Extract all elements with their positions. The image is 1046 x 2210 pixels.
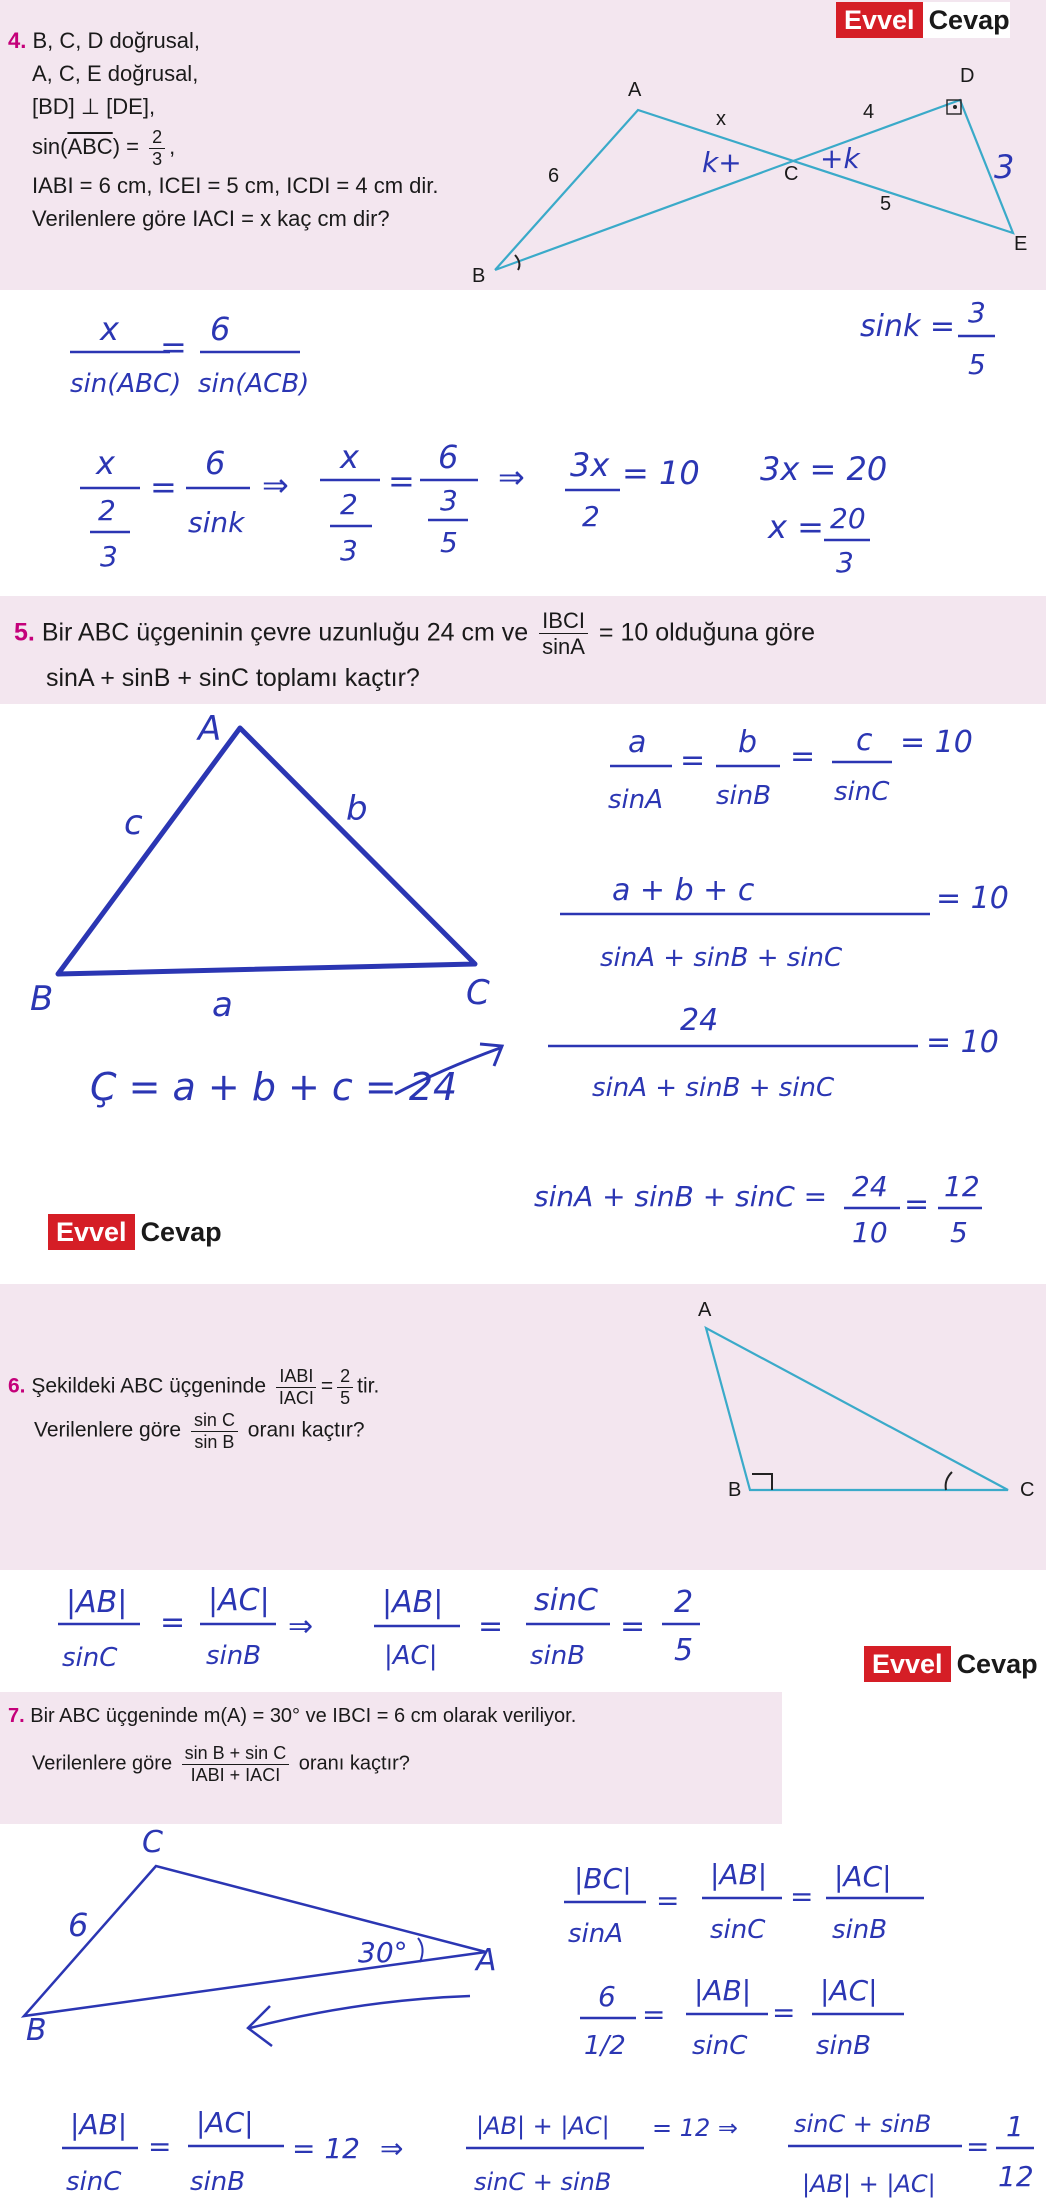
svg-text:x: x (100, 310, 119, 348)
svg-text:sinB: sinB (190, 2167, 246, 2197)
question-number: 5. (14, 618, 35, 647)
svg-text:B: B (30, 979, 54, 1019)
svg-text:|AB|: |AB| (382, 1585, 444, 1620)
svg-text:a: a (212, 985, 233, 1025)
vertex-label-a: A (628, 79, 642, 101)
svg-text:sinC: sinC (62, 1643, 118, 1673)
svg-text:6: 6 (210, 310, 231, 348)
svg-text:sinC: sinC (834, 777, 890, 807)
svg-text:sinC: sinC (710, 1915, 766, 1945)
svg-text:sin(ACB): sin(ACB) (198, 369, 310, 399)
svg-text:x: x (340, 438, 359, 476)
given-line: B, C, D doğrusal, (32, 28, 200, 53)
question-6-text: 6. Şekildeki ABC üçgeninde $\frac{\text{IABI}}{\text{IACI}}$ = $\frac{2}{5}$ tir. Verilenlere göre $\frac{\text{sin C}}{\text{sin B}}$ oranı kaçtır? (8, 1366, 380, 1453)
svg-text:C: C (466, 973, 490, 1013)
svg-text:5: 5 (674, 1633, 694, 1668)
svg-text:=: = (790, 739, 816, 774)
svg-text:C: C (1020, 1479, 1035, 1501)
svg-text:A: A (476, 1943, 497, 1978)
svg-text:a: a (628, 725, 647, 760)
given-line: [BD] ⊥ [DE], (32, 94, 156, 119)
svg-text:|AB| + |AC|: |AB| + |AC| (802, 2170, 936, 2198)
svg-text:= 10: = 10 (622, 454, 700, 492)
svg-text:sin(ABC): sin(ABC) (70, 369, 182, 399)
vertex-label-c: C (784, 163, 799, 185)
question-number: 7. (8, 1705, 25, 1727)
logo-evvel: Evvel (836, 2, 923, 38)
perimeter-equation: Ç = a + b + c = 24 (90, 1065, 458, 1109)
svg-text:x: x (96, 444, 115, 482)
fraction: $\frac{\text{sin B + sin C}}{\text{IABI + IACI}}$ (182, 1743, 290, 1785)
svg-text:10: 10 (852, 1216, 888, 1249)
svg-text:=: = (966, 2130, 990, 2163)
svg-text:2: 2 (98, 494, 116, 527)
svg-text:= 10: = 10 (900, 725, 973, 760)
svg-text:3: 3 (340, 534, 358, 567)
sine-given: $\sin(\overline{ABC})$ = $\frac{2}{3}$ , (32, 127, 176, 169)
svg-text:24: 24 (680, 1003, 719, 1038)
svg-text:3: 3 (440, 484, 458, 517)
svg-text:12: 12 (944, 1170, 980, 1203)
svg-text:⇒: ⇒ (262, 466, 289, 504)
vertex-label-d: D (960, 65, 975, 87)
svg-text:=: = (642, 1998, 666, 2031)
svg-text:=: = (160, 328, 187, 366)
logo-cevap: Cevap (956, 1648, 1038, 1679)
svg-text:3: 3 (100, 540, 118, 573)
svg-text:=: = (150, 468, 177, 506)
svg-text:|BC|: |BC| (574, 1862, 632, 1895)
svg-text:=: = (478, 1609, 504, 1644)
svg-text:=: = (790, 1880, 814, 1913)
svg-text:c: c (124, 803, 143, 843)
question-prompt: Verilenlere göre IACI = x kaç cm dir? (32, 206, 390, 232)
fraction: $\frac{\text{IABI}}{\text{IACI}}$ (276, 1366, 317, 1408)
vertex-label-b: B (472, 265, 486, 287)
svg-text:20: 20 (830, 502, 866, 535)
fraction: $\frac{\text{sin C}}{\text{sin B}}$ (191, 1410, 238, 1452)
svg-text:=: = (772, 1996, 796, 2029)
svg-text:|AC|: |AC| (208, 1583, 270, 1618)
given-line: A, C, E doğrusal, (32, 61, 199, 86)
svg-text:|AB|: |AB| (70, 2108, 128, 2141)
svg-text:sinB: sinB (816, 2031, 872, 2061)
svg-text:sinA: sinA (608, 785, 664, 815)
svg-text:=: = (160, 1605, 186, 1640)
svg-text:|AC|: |AC| (384, 1641, 438, 1671)
svg-text:6: 6 (598, 1980, 616, 2013)
svg-text:1/2: 1/2 (584, 2031, 626, 2061)
svg-text:sinB: sinB (530, 1641, 586, 1671)
svg-text:|AC|: |AC| (820, 1974, 878, 2007)
svg-text:b: b (346, 789, 368, 829)
svg-text:sinA + sinB + sinC: sinA + sinB + sinC (600, 943, 843, 973)
svg-text:⇒: ⇒ (288, 1609, 314, 1644)
svg-text:sinB: sinB (206, 1641, 262, 1671)
svg-text:= 12: = 12 (292, 2132, 360, 2165)
svg-text:5: 5 (440, 526, 458, 559)
svg-text:B: B (26, 2013, 47, 2048)
svg-text:3x = 20: 3x = 20 (760, 450, 888, 488)
hw-side-3: 3 (994, 148, 1015, 186)
question-number: 6. (8, 1374, 26, 1398)
svg-text:x =: x = (768, 508, 824, 546)
svg-text:6: 6 (68, 1906, 89, 1944)
svg-text:2: 2 (674, 1585, 694, 1620)
svg-text:5: 5 (968, 348, 986, 381)
svg-text:= 10: = 10 (936, 881, 1009, 916)
svg-text:B: B (728, 1479, 742, 1501)
fraction: $\frac{\text{IBCI}}{\sin A}$ (539, 608, 588, 660)
svg-text:30°: 30° (358, 1936, 408, 1969)
fraction: $\frac{2}{5}$ (337, 1366, 353, 1408)
svg-text:= 10: = 10 (926, 1025, 999, 1060)
question-5-text: 5. Bir ABC üçgeninin çevre uzunluğu 24 cm ve $\frac{\text{IBCI}}{\sin A}$ = 10 olduğuna göre sinA + sinB + sinC toplamı kaçtır? (14, 608, 815, 696)
svg-text:⇒: ⇒ (498, 458, 525, 496)
svg-text:sinC: sinC (692, 2031, 748, 2061)
svg-text:12: 12 (998, 2160, 1034, 2193)
side-label-x: x (716, 108, 726, 130)
svg-text:sinC: sinC (534, 1583, 598, 1618)
svg-text:A: A (698, 1299, 712, 1321)
svg-text:=: = (148, 2130, 172, 2163)
question-7-text: 7. Bir ABC üçgeninde m(A) = 30° ve IBCI = 6 cm olarak veriliyor. Verilenlere göre $\frac{\text{sin B + sin C}}{\text{IABI + IACI}}$ oranı kaçtır? (8, 1705, 577, 1785)
hw-angle-k-left: k+ (702, 146, 742, 179)
svg-text:5: 5 (950, 1216, 968, 1249)
svg-text:6: 6 (438, 438, 459, 476)
svg-text:|AC|: |AC| (834, 1860, 892, 1893)
logo-evvel: Evvel (48, 1214, 135, 1250)
svg-text:a + b + c: a + b + c (612, 873, 755, 908)
svg-text:=: = (904, 1187, 930, 1222)
svg-text:3: 3 (836, 546, 854, 579)
question-number: 4. (8, 28, 27, 53)
svg-text:sinB: sinB (716, 781, 772, 811)
given-lengths: IABI = 6 cm, ICEI = 5 cm, ICDI = 4 cm dir. (32, 173, 439, 199)
svg-text:c: c (856, 723, 873, 758)
vertex-label-e: E (1014, 233, 1028, 255)
svg-text:24: 24 (852, 1170, 888, 1203)
svg-text:sinA + sinB + sinC =: sinA + sinB + sinC = (534, 1180, 828, 1213)
svg-text:|AC|: |AC| (196, 2106, 254, 2139)
svg-text:2: 2 (340, 488, 358, 521)
logo-evvel: Evvel (864, 1646, 951, 1682)
svg-text:sinA: sinA (568, 1919, 624, 1949)
svg-text:|AB|: |AB| (66, 1585, 128, 1620)
svg-text:C: C (142, 1825, 163, 1860)
svg-text:= 12 ⇒: = 12 ⇒ (652, 2114, 739, 2142)
svg-text:⇒: ⇒ (380, 2132, 404, 2165)
question-5-line2: sinA + sinB + sinC toplamı kaçtır? (46, 663, 420, 692)
svg-text:sinC + sinB: sinC + sinB (474, 2168, 612, 2196)
svg-text:=: = (620, 1609, 646, 1644)
svg-text:sink: sink (188, 506, 245, 539)
svg-text:|AB|: |AB| (694, 1974, 752, 2007)
svg-text:b: b (738, 725, 758, 760)
q7-handwritten-solution (62, 1858, 1034, 2198)
svg-text:=: = (680, 743, 706, 778)
logo-cevap: Cevap (928, 4, 1010, 35)
hw-angle-k-right: +k (820, 142, 860, 175)
q7-triangle (24, 1825, 497, 2048)
svg-text:|AB| + |AC|: |AB| + |AC| (476, 2112, 610, 2140)
svg-text:A: A (198, 709, 222, 749)
logo-cevap: Cevap (140, 1216, 222, 1247)
svg-text:|AB|: |AB| (710, 1858, 768, 1891)
svg-text:sink =: sink = (860, 309, 956, 344)
svg-text:3: 3 (968, 296, 986, 329)
svg-text:1: 1 (1006, 2110, 1024, 2143)
svg-text:6: 6 (205, 444, 226, 482)
svg-text:sinA + sinB + sinC: sinA + sinB + sinC (592, 1073, 835, 1103)
svg-text:sinC + sinB: sinC + sinB (794, 2110, 932, 2138)
svg-text:3x: 3x (570, 446, 610, 484)
side-label-6: 6 (548, 165, 560, 187)
side-label-5: 5 (880, 193, 892, 215)
svg-text:2: 2 (582, 500, 600, 533)
svg-text:=: = (388, 462, 415, 500)
side-label-4: 4 (863, 101, 875, 123)
svg-text:=: = (656, 1884, 680, 1917)
svg-text:sinB: sinB (832, 1915, 888, 1945)
svg-text:sinC: sinC (66, 2167, 122, 2197)
fraction: $\frac{2}{3}$ (149, 127, 165, 169)
